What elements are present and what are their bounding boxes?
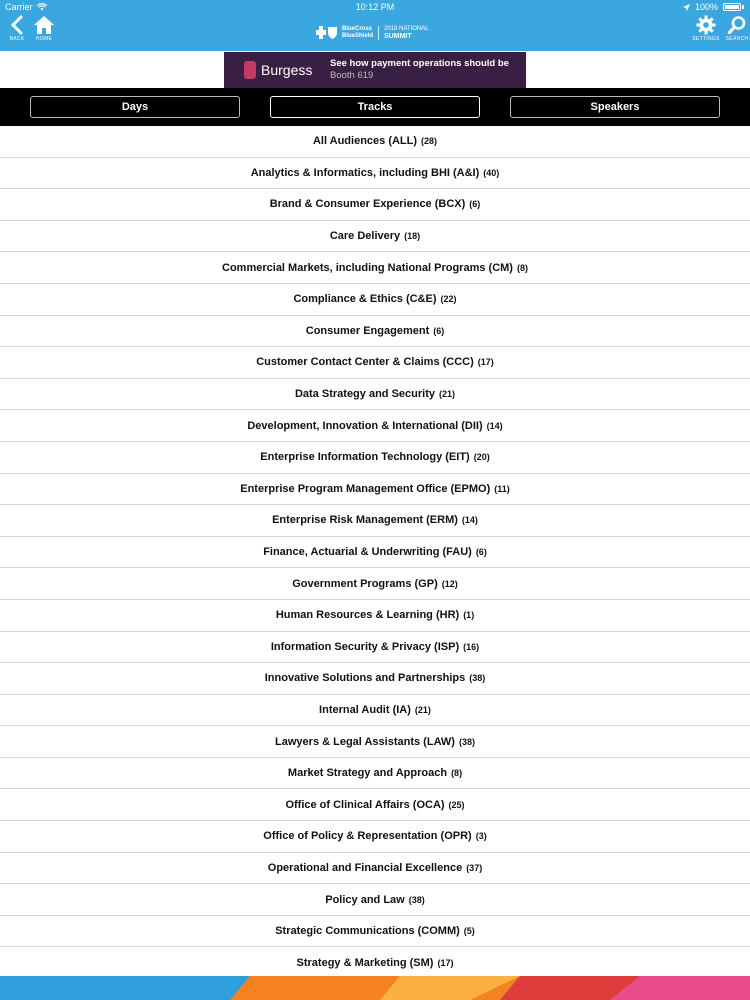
track-row[interactable] [0, 821, 750, 853]
track-count: (21) [438, 389, 455, 400]
app-header [0, 0, 750, 51]
track-name: Strategy & Marketing (SM) [296, 956, 434, 969]
battery-tip [742, 5, 744, 9]
track-row[interactable] [0, 158, 750, 190]
track-name: Policy and Law [325, 893, 405, 906]
track-name: Operational and Financial Excellence [267, 861, 463, 874]
location-arrow-icon [683, 4, 690, 11]
track-count: (12) [441, 578, 458, 589]
track-name: Consumer Engagement [305, 324, 430, 337]
track-count: (16) [463, 641, 480, 652]
tab-bar [0, 88, 750, 126]
sponsor-headline: See how payment operations should be [330, 58, 509, 69]
back-label: BACK [9, 36, 25, 42]
track-row[interactable] [0, 505, 750, 537]
bcbs-wordmark [342, 26, 373, 40]
track-count: (8) [451, 768, 463, 779]
chevron-left-icon [10, 15, 24, 35]
brand-logo [316, 22, 429, 44]
track-name: All Audiences (ALL) [312, 135, 418, 148]
summit-line2: SUMMIT [384, 32, 412, 40]
track-row[interactable] [0, 726, 750, 758]
settings-label: SETTINGS [692, 36, 720, 42]
track-row[interactable] [0, 916, 750, 948]
track-row[interactable] [0, 316, 750, 348]
search-icon [727, 15, 747, 35]
track-count: (6) [475, 547, 487, 558]
back-button[interactable] [2, 15, 32, 49]
sponsor-logo [224, 52, 324, 88]
cross-shield-icon [316, 26, 338, 40]
sponsor-logo-mark [244, 61, 256, 79]
track-row[interactable] [0, 600, 750, 632]
home-icon [33, 15, 55, 35]
track-name: Strategic Communications (COMM) [275, 925, 460, 938]
track-row[interactable] [0, 853, 750, 885]
track-count: (11) [494, 483, 510, 494]
track-name: Customer Contact Center & Claims (CCC) [256, 356, 474, 369]
track-name: Brand & Consumer Experience (BCX) [269, 198, 466, 211]
track-row[interactable] [0, 884, 750, 916]
track-count: (18) [404, 231, 421, 242]
track-count: (20) [473, 452, 490, 463]
track-name: Finance, Actuarial & Underwriting (FAU) [263, 546, 472, 559]
home-button[interactable] [29, 15, 59, 49]
battery-percent: 100% [694, 2, 718, 12]
track-name: Office of Clinical Affairs (OCA) [285, 798, 445, 811]
track-row[interactable] [0, 221, 750, 253]
sponsor-subline: Booth 619 [330, 70, 374, 81]
track-row[interactable] [0, 442, 750, 474]
track-row[interactable] [0, 632, 750, 664]
sponsor-banner[interactable] [224, 52, 526, 88]
search-label: SEARCH [725, 36, 749, 42]
track-count: (38) [458, 736, 475, 747]
footer-artwork [0, 976, 750, 1000]
track-count: (3) [475, 831, 487, 842]
carrier-label: Carrier [5, 2, 33, 12]
tab-speakers[interactable]: Speakers [510, 96, 720, 118]
track-count: (6) [433, 325, 445, 336]
track-row[interactable] [0, 789, 750, 821]
track-name: Information Security & Privacy (ISP) [270, 640, 460, 653]
track-count: (1) [463, 610, 475, 621]
tab-days[interactable]: Days [30, 96, 240, 118]
track-count: (17) [477, 357, 494, 368]
track-count: (38) [469, 673, 486, 684]
brand-line1: BlueCross [342, 26, 373, 32]
track-count: (17) [437, 957, 454, 968]
track-count: (5) [463, 926, 475, 937]
track-name: Government Programs (GP) [292, 577, 438, 590]
track-row[interactable] [0, 189, 750, 221]
search-button[interactable] [722, 15, 750, 49]
track-count: (40) [483, 167, 500, 178]
track-name: Market Strategy and Approach [287, 767, 448, 780]
track-name: Development, Innovation & International (DII) [247, 419, 483, 432]
track-name: Enterprise Program Management Office (EPMO) [240, 482, 491, 495]
track-count: (14) [461, 515, 478, 526]
tab-tracks[interactable]: Tracks [270, 96, 480, 118]
track-row[interactable] [0, 126, 750, 158]
track-name: Analytics & Informatics, including BHI (A&I) [250, 166, 480, 179]
track-row[interactable] [0, 695, 750, 727]
track-name: Enterprise Information Technology (EIT) [260, 451, 470, 464]
track-name: Human Resources & Learning (HR) [275, 609, 460, 622]
brand-divider [378, 26, 379, 40]
track-row[interactable] [0, 410, 750, 442]
track-name: Internal Audit (IA) [319, 703, 411, 716]
brand-line2: BlueShield [342, 33, 374, 39]
status-time: 10:12 PM [355, 2, 395, 12]
status-bar [0, 0, 750, 14]
track-name: Care Delivery [329, 230, 401, 243]
track-row[interactable] [0, 947, 750, 979]
settings-button[interactable] [691, 15, 721, 49]
track-name: Innovative Solutions and Partnerships [264, 672, 466, 685]
summit-line1: 2018 NATIONAL [384, 25, 429, 32]
home-label: HOME [35, 36, 53, 42]
summit-wordmark [384, 26, 429, 41]
track-row[interactable] [0, 284, 750, 316]
track-row[interactable] [0, 474, 750, 506]
track-count: (28) [421, 136, 438, 147]
track-count: (8) [516, 262, 528, 273]
track-count: (22) [440, 294, 457, 305]
track-row[interactable] [0, 758, 750, 790]
track-row[interactable] [0, 568, 750, 600]
track-count: (6) [469, 199, 481, 210]
track-row[interactable] [0, 663, 750, 695]
track-count: (38) [408, 894, 425, 905]
sponsor-copy [324, 58, 509, 82]
status-right [683, 2, 744, 12]
track-name: Enterprise Risk Management (ERM) [272, 514, 458, 527]
track-count: (37) [466, 862, 483, 873]
track-row[interactable] [0, 347, 750, 379]
footer-shapes [0, 976, 750, 1000]
track-name: Lawyers & Legal Assistants (LAW) [275, 735, 455, 748]
track-row[interactable] [0, 537, 750, 569]
track-name: Commercial Markets, including National Programs (CM) [222, 261, 513, 274]
track-name: Compliance & Ethics (C&E) [293, 293, 437, 306]
track-count: (21) [414, 704, 431, 715]
track-row[interactable] [0, 379, 750, 411]
sponsor-name: Burgess [261, 62, 313, 78]
track-row[interactable] [0, 252, 750, 284]
track-list [0, 126, 750, 979]
track-name: Data Strategy and Security [294, 388, 435, 401]
track-name: Office of Policy & Representation (OPR) [263, 830, 472, 843]
track-count: (14) [486, 420, 503, 431]
battery-icon [723, 3, 741, 11]
gear-icon [696, 15, 716, 35]
track-count: (25) [448, 799, 465, 810]
